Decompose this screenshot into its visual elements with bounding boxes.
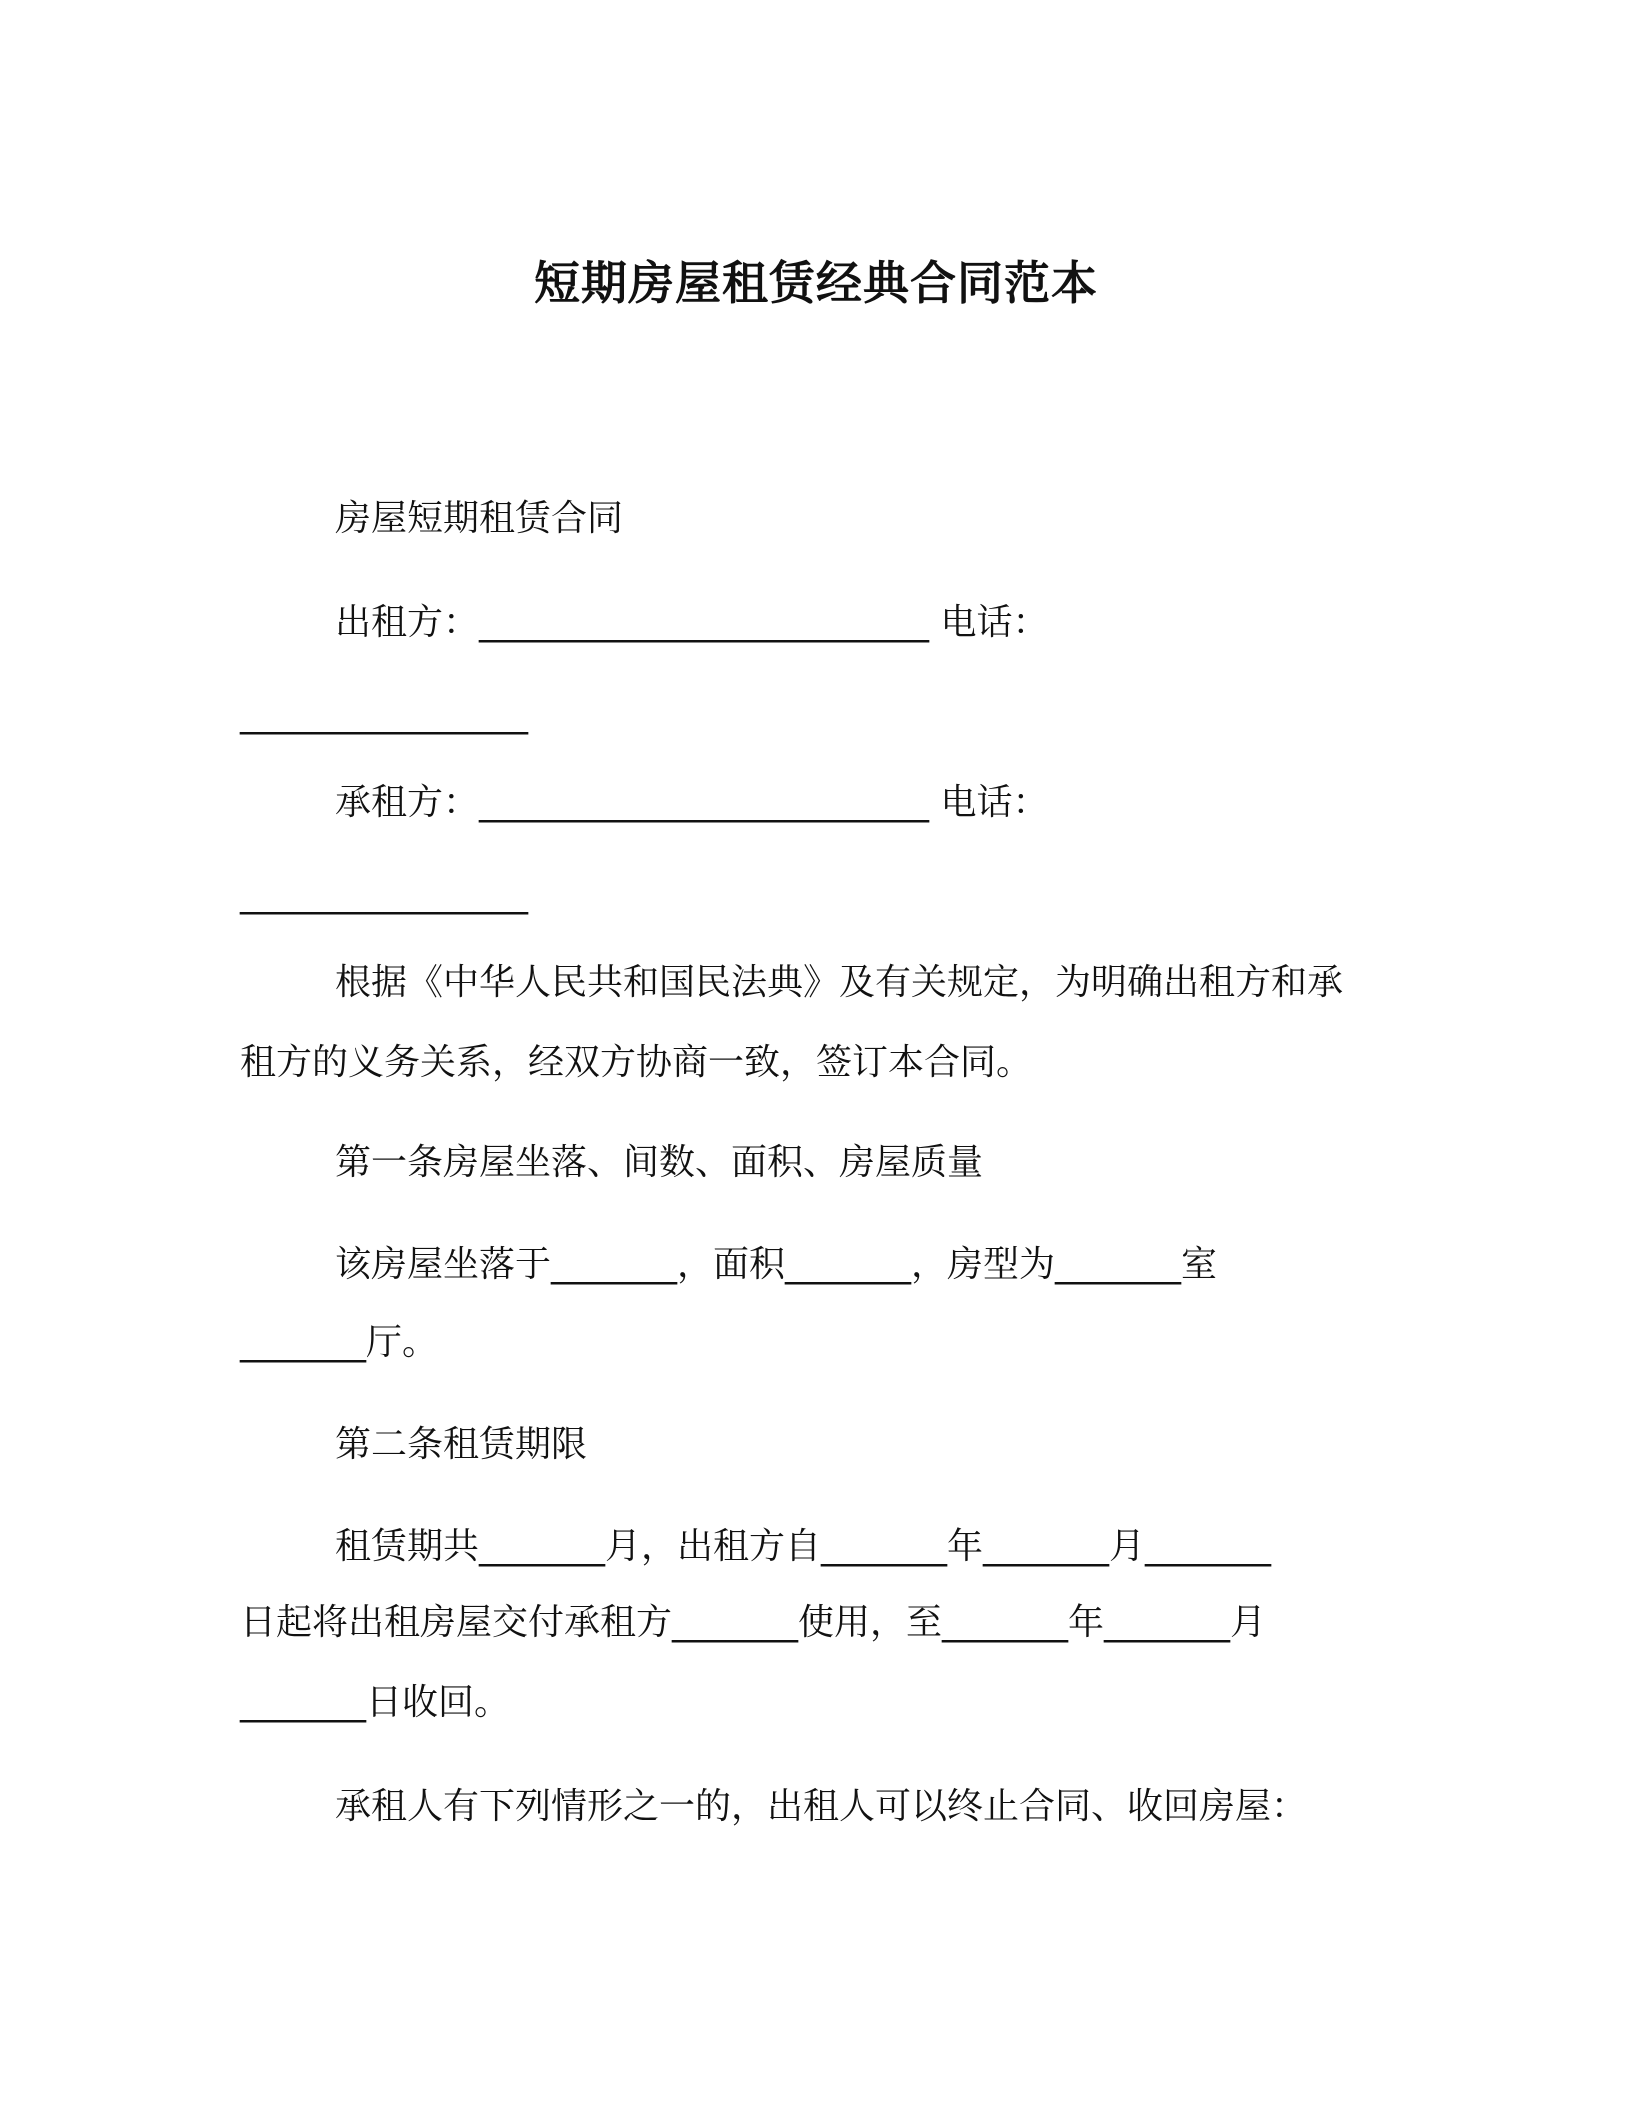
preamble-line-2: 租方的义务关系，经双方协商一致，签订本合同。	[240, 1042, 1033, 1083]
preamble-line-1: 根据《中华人民共和国民法典》及有关规定，为明确出租方和承	[335, 962, 1344, 1003]
article-1-text-line-2: _______厅。	[240, 1322, 439, 1363]
article-1-text-line-1: 该房屋坐落于_______，面积_______，房型为_______室	[335, 1244, 1218, 1285]
article-2-text-line-2: 日起将出租房屋交付承租方_______使用，至_______年_______月	[240, 1602, 1267, 1643]
lessor-line: 出租方：_________________________ 电话：	[335, 602, 1049, 643]
article-2-text-line-3: _______日收回。	[240, 1682, 511, 1723]
document-title: 短期房屋租赁经典合同范本	[534, 255, 1098, 310]
termination-clause-line: 承租人有下列情形之一的，出租人可以终止合同、收回房屋：	[335, 1786, 1308, 1827]
article-1-heading: 第一条房屋坐落、间数、面积、房屋质量	[335, 1142, 984, 1183]
lessee-phone-blank: ________________	[240, 874, 528, 915]
article-2-heading: 第二条租赁期限	[335, 1424, 588, 1465]
lessor-phone-blank: ________________	[240, 694, 528, 735]
contract-subtitle: 房屋短期租赁合同	[335, 498, 624, 539]
lessee-line: 承租方：_________________________ 电话：	[335, 782, 1049, 823]
article-2-text-line-1: 租赁期共_______月，出租方自_______年_______月_______	[335, 1526, 1272, 1567]
